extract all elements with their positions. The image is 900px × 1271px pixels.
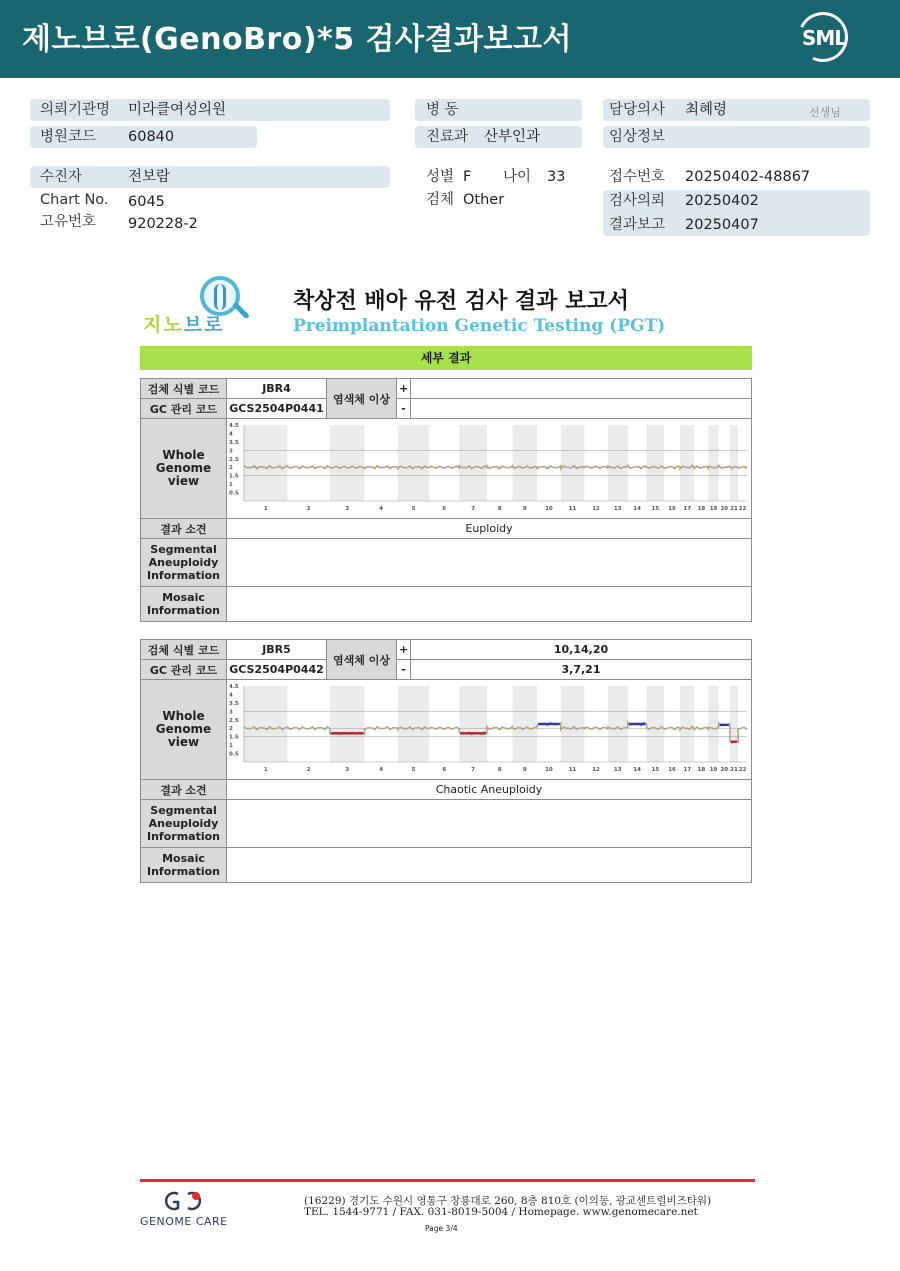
y-tick-label: 4 <box>229 431 233 438</box>
chromosome-band <box>646 686 664 762</box>
report-date-value: 20250407 <box>685 217 759 233</box>
x-tick-label: 13 <box>613 506 622 512</box>
doctor-label: 담당의사 <box>609 102 666 118</box>
y-tick-label: 3.5 <box>229 439 239 446</box>
x-tick-label: 21 <box>730 767 738 773</box>
chromosome-band <box>459 686 487 762</box>
result-table-2 <box>140 639 752 883</box>
table-row <box>141 399 752 419</box>
y-tick-label: 1.5 <box>229 473 239 480</box>
y-tick-label: 0.5 <box>229 490 239 497</box>
table-row <box>141 587 752 622</box>
whole-genome-view-label: Whole Genome view <box>141 680 227 780</box>
footer-divider <box>140 1179 755 1182</box>
chromosome-band <box>708 686 718 762</box>
department-label: 진료과 <box>426 129 469 145</box>
x-tick-label: 14 <box>633 767 641 773</box>
segmental-value <box>227 539 752 587</box>
x-tick-label: 17 <box>683 767 692 773</box>
y-tick-label: 4.5 <box>229 684 239 690</box>
x-tick-label: 21 <box>730 506 738 512</box>
x-tick-label: 5 <box>411 767 416 773</box>
y-tick-label: 1 <box>229 482 233 489</box>
gain-chromosomes <box>411 379 752 399</box>
y-tick-label: 3 <box>229 709 233 716</box>
gc-code-value: GCS2504P0442 <box>227 660 327 680</box>
table-row <box>141 519 752 539</box>
patient-pill <box>30 166 390 188</box>
genome-care-logo-text: GENOME CARE <box>140 1215 228 1228</box>
x-tick-label: 10 <box>545 767 553 773</box>
request-label: 검사의뢰 <box>609 193 666 209</box>
chromosome-band <box>512 686 537 762</box>
whole-genome-view-label: Whole Genome view <box>141 419 227 519</box>
x-tick-label: 15 <box>651 767 660 773</box>
report-header <box>0 0 900 78</box>
genome-chart-2 <box>227 680 751 776</box>
x-tick-label: 18 <box>697 506 706 512</box>
x-tick-label: 6 <box>442 767 447 773</box>
finding-label: 결과 소견 <box>141 780 227 800</box>
y-tick-label: 4.5 <box>229 423 239 429</box>
x-tick-label: 2 <box>306 767 311 773</box>
genobro-logo-text: 지노브로 <box>143 314 225 336</box>
page-number: Page 3/4 <box>425 1224 458 1233</box>
chromosome-band <box>608 686 628 762</box>
x-tick-label: 3 <box>345 506 350 512</box>
x-tick-label: 15 <box>651 506 660 512</box>
table-row <box>141 539 752 587</box>
x-tick-label: 9 <box>522 506 527 512</box>
specimen-value: Other <box>463 192 505 208</box>
gc-code-value: GCS2504P0441 <box>227 399 327 419</box>
x-tick-label: 3 <box>345 767 350 773</box>
y-tick-label: 3 <box>229 448 233 455</box>
segmental-label: Segmental Aneuploidy Information <box>141 800 227 848</box>
x-tick-label: 5 <box>411 506 416 512</box>
chromosome-band <box>646 425 664 501</box>
x-tick-label: 17 <box>683 506 692 512</box>
chromosome-abnormality-label: 염색체 이상 <box>327 640 397 680</box>
segmental-label: Segmental Aneuploidy Information <box>141 539 227 587</box>
table-row <box>141 419 752 519</box>
chromosome-band <box>680 425 694 501</box>
mosaic-label: Mosaic Information <box>141 848 227 883</box>
x-tick-label: 4 <box>379 506 384 512</box>
chromosome-band <box>608 425 628 501</box>
x-tick-label: 4 <box>379 767 384 773</box>
sample-code-label: 검체 식별 코드 <box>141 640 227 660</box>
unique-id-label: 고유번호 <box>40 214 97 230</box>
table-row <box>141 640 752 660</box>
x-tick-label: 19 <box>709 506 718 512</box>
magnifier-handle-icon <box>232 302 250 320</box>
section-title: 세부 결과 <box>140 346 752 370</box>
finding-value: Chaotic Aneuploidy <box>227 780 752 800</box>
x-tick-label: 20 <box>720 506 729 512</box>
x-tick-label: 8 <box>497 767 502 773</box>
loss-chromosomes: 3,7,21 <box>411 660 752 680</box>
y-tick-label: 4 <box>229 692 233 699</box>
gc-code-label: GC 관리 코드 <box>141 399 227 419</box>
gain-chromosomes: 10,14,20 <box>411 640 752 660</box>
loss-chromosomes <box>411 399 752 419</box>
genome-chart-1 <box>227 419 751 515</box>
pgt-title-english: Preimplantation Genetic Testing (PGT) <box>293 316 666 336</box>
chromosome-band <box>680 686 694 762</box>
gain-sign: + <box>397 379 411 399</box>
institution-value: 미라클여성의원 <box>128 102 227 118</box>
receipt-label: 접수번호 <box>609 169 666 185</box>
x-tick-label: 7 <box>471 506 475 512</box>
mosaic-value <box>227 848 752 883</box>
chromosome-band <box>244 425 287 501</box>
sex-label: 성별 <box>426 169 455 185</box>
chromosome-abnormality-label: 염색체 이상 <box>327 379 397 419</box>
result-table-1 <box>140 378 752 622</box>
receipt-value: 20250402-48867 <box>685 169 811 185</box>
x-tick-label: 16 <box>668 767 676 773</box>
unique-id-value: 920228-2 <box>128 216 198 232</box>
sample-code-label: 검체 식별 코드 <box>141 379 227 399</box>
chromosome-band <box>730 686 738 762</box>
gain-sign: + <box>397 640 411 660</box>
x-tick-label: 1 <box>263 506 268 512</box>
hospital-code-value: 60840 <box>128 129 175 145</box>
x-tick-label: 7 <box>471 767 475 773</box>
y-tick-label: 2.5 <box>229 717 239 724</box>
department-value: 산부인과 <box>484 129 541 145</box>
footer-address: (16229) 경기도 수원시 영통구 창룡대로 260, 8층 810호 (이의동, 광교센트럴비즈타워) <box>304 1195 712 1207</box>
request-value: 20250402 <box>685 193 759 209</box>
chart-no-label: Chart No. <box>40 192 109 208</box>
segmental-value <box>227 800 752 848</box>
mosaic-value <box>227 587 752 622</box>
x-tick-label: 1 <box>263 767 268 773</box>
footer-contact: TEL. 1544-9771 / FAX. 031-8019-5004 / Homepage. www.genomecare.net <box>304 1206 698 1218</box>
y-tick-label: 3.5 <box>229 700 239 707</box>
copy-number-trace <box>244 722 747 743</box>
y-tick-label: 2 <box>229 465 233 472</box>
chromosome-band <box>244 686 287 762</box>
table-row <box>141 800 752 848</box>
x-tick-label: 14 <box>633 506 641 512</box>
doctor-value: 최혜령 <box>685 102 728 118</box>
chromosome-band <box>512 425 537 501</box>
chromosome-band <box>561 425 585 501</box>
chromosome-band <box>330 425 365 501</box>
genome-chart-cell <box>227 680 752 780</box>
patient-label: 수진자 <box>40 169 83 185</box>
x-tick-label: 22 <box>738 506 747 512</box>
finding-value: Euploidy <box>227 519 752 539</box>
y-tick-label: 1.5 <box>229 734 239 741</box>
x-tick-label: 6 <box>442 506 447 512</box>
y-tick-label: 0.5 <box>229 751 239 758</box>
x-tick-label: 13 <box>613 767 622 773</box>
chromosome-band <box>330 686 365 762</box>
chromosome-band <box>561 686 585 762</box>
doctor-suffix: 선생님 <box>809 106 841 119</box>
report-date-label: 결과보고 <box>609 217 666 233</box>
x-tick-label: 22 <box>738 767 747 773</box>
genobro-logo <box>143 274 255 338</box>
x-tick-label: 16 <box>668 506 676 512</box>
x-tick-label: 2 <box>306 506 311 512</box>
x-tick-label: 11 <box>568 767 577 773</box>
x-tick-label: 11 <box>568 506 577 512</box>
genome-care-logo-icon <box>164 1190 202 1212</box>
age-value: 33 <box>547 169 566 185</box>
chart-no-value: 6045 <box>128 194 165 210</box>
sex-value: F <box>463 169 472 185</box>
finding-label: 결과 소견 <box>141 519 227 539</box>
report-title: 제노브로(GenoBro)*5 검사결과보고서 <box>22 22 572 57</box>
loss-sign: - <box>397 399 411 419</box>
specimen-label: 검체 <box>426 192 455 208</box>
genome-chart-cell <box>227 419 752 519</box>
genome-care-logo <box>140 1190 240 1230</box>
age-label: 나이 <box>503 169 532 185</box>
x-tick-label: 12 <box>592 506 600 512</box>
x-tick-label: 8 <box>497 506 502 512</box>
gc-code-label: GC 관리 코드 <box>141 660 227 680</box>
x-tick-label: 10 <box>545 506 553 512</box>
copy-number-trace-highlight <box>244 722 747 743</box>
hospital-code-label: 병원코드 <box>40 129 97 145</box>
patient-value: 전보람 <box>128 169 171 185</box>
table-row <box>141 848 752 883</box>
x-tick-label: 19 <box>709 767 718 773</box>
table-row <box>141 780 752 800</box>
sml-logo <box>796 12 852 66</box>
sml-logo-text: SML <box>802 26 847 50</box>
x-tick-label: 18 <box>697 767 706 773</box>
dna-icon <box>214 284 226 310</box>
table-row <box>141 680 752 780</box>
pgt-title-korean: 착상전 배아 유전 검사 결과 보고서 <box>293 289 629 314</box>
x-tick-label: 9 <box>522 767 527 773</box>
ward-label: 병 동 <box>426 102 459 118</box>
chromosome-band <box>398 686 430 762</box>
x-tick-label: 12 <box>592 767 600 773</box>
x-tick-label: 20 <box>720 767 729 773</box>
mosaic-label: Mosaic Information <box>141 587 227 622</box>
sample-code-value: JBR4 <box>227 379 327 399</box>
institution-label: 의뢰기관명 <box>40 102 111 118</box>
loss-sign: - <box>397 660 411 680</box>
y-tick-label: 2 <box>229 726 233 733</box>
chromosome-band <box>708 425 718 501</box>
y-tick-label: 2.5 <box>229 456 239 463</box>
chromosome-band <box>398 425 430 501</box>
chromosome-band <box>459 425 487 501</box>
clinical-label: 임상정보 <box>609 129 666 145</box>
y-tick-label: 1 <box>229 743 233 750</box>
sample-code-value: JBR5 <box>227 640 327 660</box>
chromosome-band <box>730 425 738 501</box>
table-row <box>141 660 752 680</box>
table-row <box>141 379 752 399</box>
